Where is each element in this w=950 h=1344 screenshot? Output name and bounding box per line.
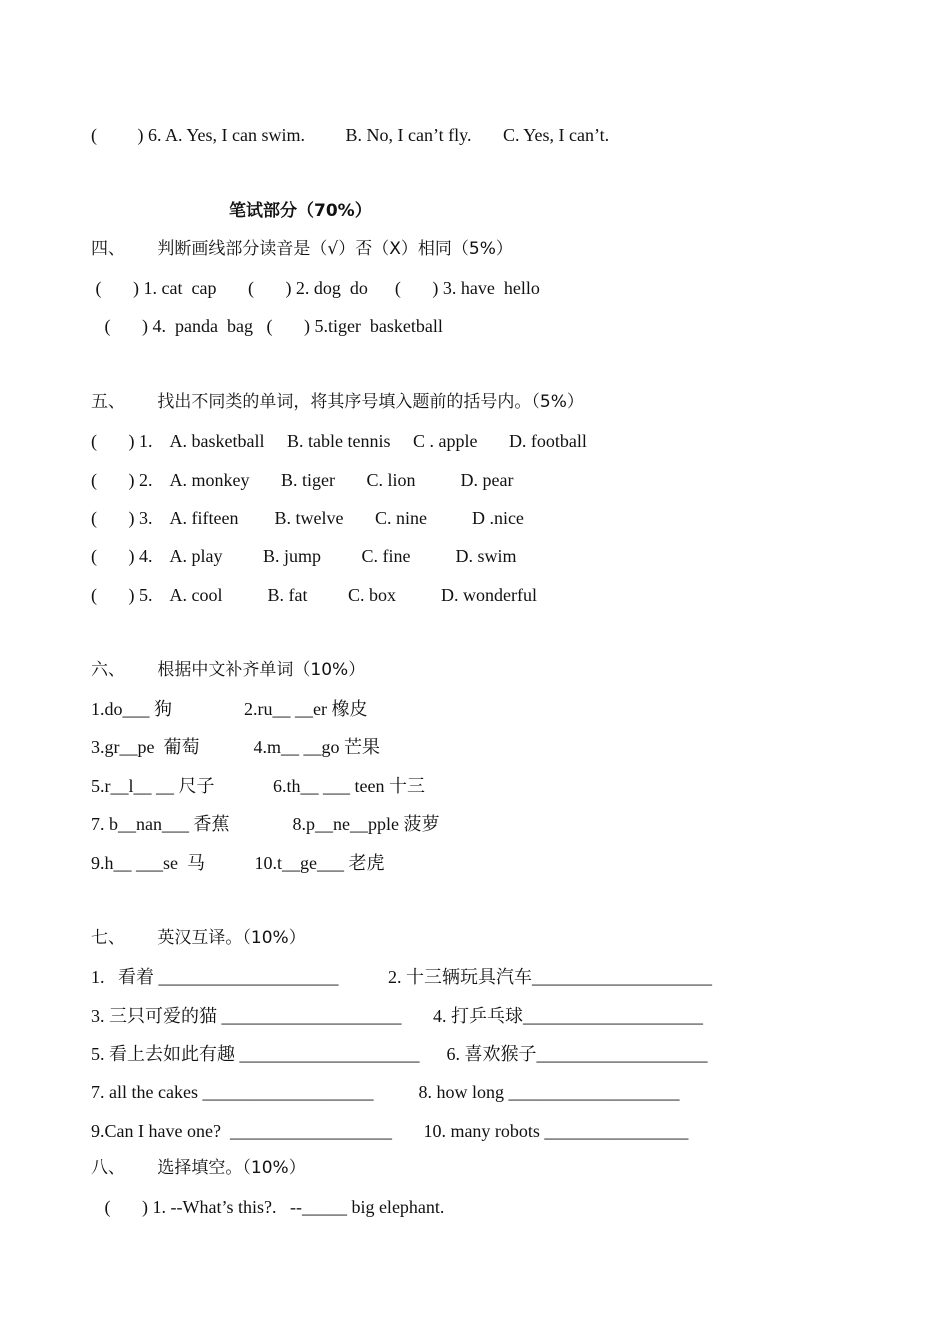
section-7-row-1: 1. 看着 ____________________ 2. 十三辆玩具汽车____________________	[91, 967, 712, 987]
section-4-heading: 四、 判断画线部分读音是（√）否（X）相同（5%）	[91, 239, 513, 259]
section-5-item-1: ( ) 1. A. basketball B. table tennis C . apple D. football	[91, 431, 587, 451]
section-4-row-2: ( ) 4. panda bag ( ) 5.tiger basketball	[91, 316, 443, 336]
section-6-row-5: 9.h__ ___se 马 10.t__ge___ 老虎	[91, 853, 385, 873]
section-8-heading: 八、 选择填空。（10%）	[91, 1158, 306, 1178]
section-7-row-2: 3. 三只可爱的猫 ____________________ 4. 打乒乓球____________________	[91, 1006, 703, 1026]
section-6-row-1: 1.do___ 狗 2.ru__ __er 橡皮	[91, 699, 368, 719]
section-8-question-1: ( ) 1. --What’s this?. --_____ big elephant.	[91, 1197, 445, 1217]
section-5-item-4: ( ) 4. A. play B. jump C. fine D. swim	[91, 546, 517, 566]
section-5-item-2: ( ) 2. A. monkey B. tiger C. lion D. pear	[91, 470, 514, 490]
section-6-row-2: 3.gr__pe 葡萄 4.m__ __go 芒果	[91, 737, 380, 757]
section-6-row-3: 5.r__l__ __ 尺子 6.th__ ___ teen 十三	[91, 776, 425, 796]
section-6-heading: 六、 根据中文补齐单词（10%）	[91, 660, 366, 680]
section-7-row-3: 5. 看上去如此有趣 ____________________ 6. 喜欢猴子___________________	[91, 1044, 708, 1064]
written-section-title: 笔试部分（70%）	[229, 201, 372, 221]
section-6-row-4: 7. b__nan___ 香蕉 8.p__ne__pple 菠萝	[91, 814, 440, 834]
section-5-item-5: ( ) 5. A. cool B. fat C. box D. wonderful	[91, 585, 537, 605]
section-7-row-5: 9.Can I have one? __________________ 10. many robots ________________	[91, 1121, 689, 1141]
section-7-row-4: 7. all the cakes ___________________ 8. how long ___________________	[91, 1082, 680, 1102]
section-4-row-1: ( ) 1. cat cap ( ) 2. dog do ( ) 3. have hello	[91, 278, 540, 298]
question-6-listening: ( ) 6. A. Yes, I can swim. B. No, I can’t fly. C. Yes, I can’t.	[91, 125, 610, 145]
section-5-item-3: ( ) 3. A. fifteen B. twelve C. nine D .nice	[91, 508, 524, 528]
section-7-heading: 七、 英汉互译。（10%）	[91, 928, 306, 948]
section-5-heading: 五、 找出不同类的单词，将其序号填入题前的括号内。（5%）	[91, 392, 584, 412]
